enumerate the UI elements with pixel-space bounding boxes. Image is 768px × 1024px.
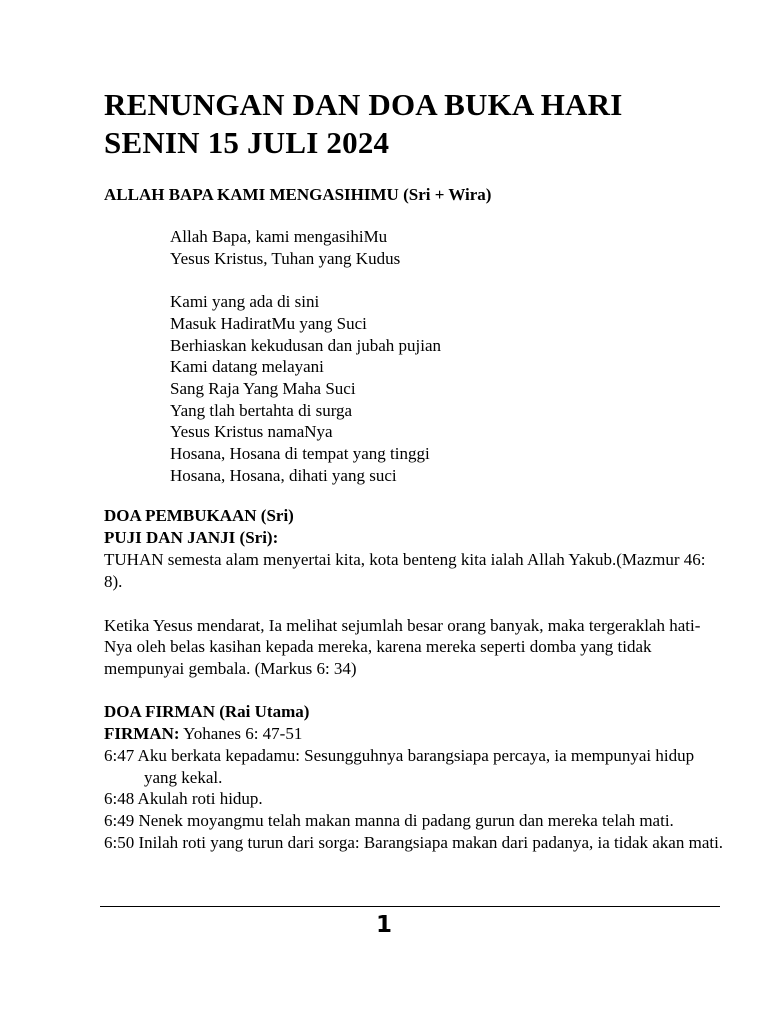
verse-text: Nenek moyangmu telah makan manna di padang gurun dan mereka telah mati.	[138, 811, 674, 831]
verse-number: 6:48	[104, 789, 135, 809]
song-heading: ALLAH BAPA KAMI MENGASIHIMU (Sri + Wira)	[104, 185, 492, 204]
title-line-2: SENIN 15 JULI 2024	[104, 125, 390, 160]
verse-number: 6:49	[104, 811, 135, 831]
scripture-verse	[104, 810, 724, 832]
lyric-line: Hosana, Hosana, dihati yang suci	[170, 465, 397, 485]
praise-verse-1: TUHAN semesta alam menyertai kita, kota benteng kita ialah Allah Yakub.(Mazmur 46: 8).	[104, 550, 706, 592]
lyric-line: Yesus Kristus, Tuhan yang Kudus	[170, 248, 401, 268]
verse-text: Aku berkata kepadamu: Sesungguhnya barangsiapa percaya, ia mempunyai hidup yang kekal.	[137, 746, 695, 787]
verse-number: 6:47	[104, 746, 135, 766]
document-title	[104, 86, 724, 162]
lyric-line: Hosana, Hosana di tempat yang tinggi	[170, 444, 430, 464]
opening-prayer-heading: DOA PEMBUKAAN (Sri)	[104, 506, 294, 526]
lyric-line: Allah Bapa, kami mengasihiMu	[170, 227, 388, 246]
praise-promise-heading: PUJI DAN JANJI (Sri):	[104, 528, 279, 548]
lyric-line: Kami yang ada di sini	[170, 292, 320, 312]
scripture-verse	[104, 788, 724, 810]
word-prayer-heading: DOA FIRMAN (Rai Utama)	[104, 702, 310, 722]
scripture-reference	[104, 723, 724, 745]
lyric-line: Yesus Kristus namaNya	[170, 422, 333, 442]
document-page	[104, 86, 724, 854]
verse-number: 6:50	[104, 832, 135, 852]
verse-text: Inilah roti yang turun dari sorga: Barangsiapa makan dari padanya, ia tidak akan mati.	[138, 832, 724, 852]
page-number: 1	[375, 912, 392, 938]
lyric-line: Sang Raja Yang Maha Suci	[170, 378, 356, 398]
scripture-verse	[104, 832, 724, 854]
footer-divider	[100, 906, 720, 907]
praise-verse-2: Ketika Yesus mendarat, Ia melihat sejumlah besar orang banyak, maka tergeraklah hati-Nya oleh belas kasihan kepada mereka, karena mereka seperti domba yang tidak mempunyai gembala. (Markus 6: 34)	[104, 615, 701, 678]
lyric-line: Kami datang melayani	[170, 357, 324, 377]
scripture-ref-text: Yohanes 6: 47-51	[179, 724, 303, 744]
song-lyrics	[170, 226, 724, 486]
scripture-label: FIRMAN:	[104, 724, 180, 744]
lyric-line: Berhiaskan kekudusan dan jubah pujian	[170, 335, 441, 355]
lyric-line: Yang tlah bertahta di surga	[170, 400, 353, 420]
scripture-verse	[104, 745, 724, 788]
lyric-line: Masuk HadiratMu yang Suci	[170, 313, 367, 333]
verse-text: Akulah roti hidup.	[137, 789, 263, 809]
title-line-1: RENUNGAN DAN DOA BUKA HARI	[104, 87, 623, 122]
